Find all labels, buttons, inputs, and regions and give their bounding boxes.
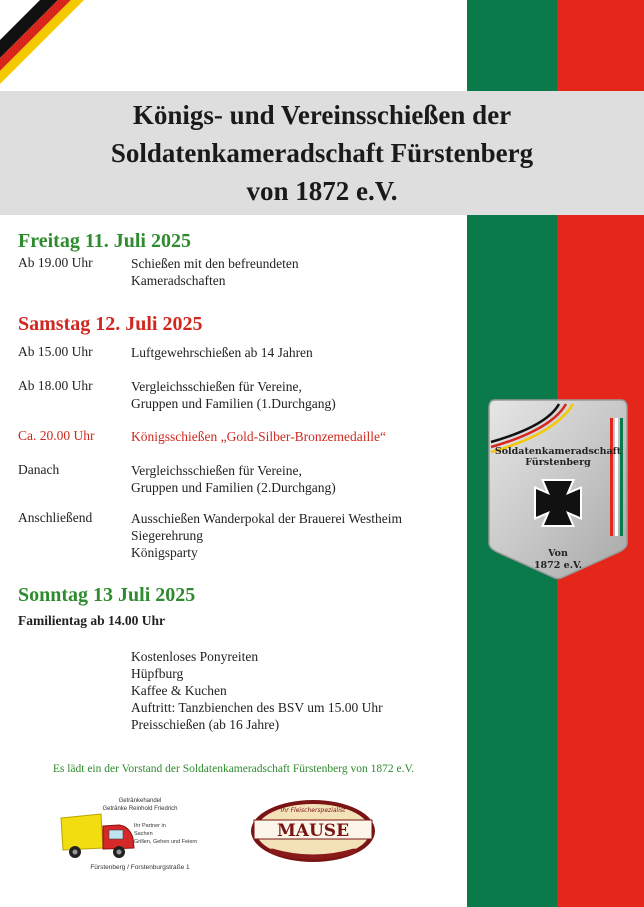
saturday-text-1: Luftgewehrschießen ab 14 Jahren <box>131 345 313 360</box>
friday-heading: Freitag 11. Juli 2025 <box>18 230 191 252</box>
sunday-subheading: Familientag ab 14.00 Uhr <box>18 613 165 628</box>
saturday-time-1: Ab 15.00 Uhr <box>18 344 93 359</box>
delivery-truck-icon <box>57 812 137 862</box>
sponsor1-slogan-3: Grillen, Gehen und Feiern <box>134 839 198 845</box>
saturday-text-5a: Ausschießen Wanderpokal der Brauerei Westheim <box>131 511 402 526</box>
title-line-3: von 1872 e.V. <box>246 176 398 206</box>
saturday-time-2: Ab 18.00 Uhr <box>18 378 93 393</box>
sunday-item-5: Preisschießen (ab 16 Jahre) <box>131 717 280 732</box>
sunday-item-3: Kaffee & Kuchen <box>131 683 227 698</box>
saturday-text-4a: Vergleichsschießen für Vereine, <box>131 463 302 478</box>
mause-tagline: Ihr Fleischerspezialist <box>280 807 346 814</box>
sponsor1-slogan-1: Ihr Partner in <box>134 823 166 829</box>
association-badge <box>487 398 629 580</box>
mause-logo <box>248 797 378 867</box>
friday-text-1: Schießen mit den befreundeten <box>131 256 299 271</box>
saturday-text-3: Königsschießen „Gold-Silber-Bronzemedaille“ <box>131 429 387 444</box>
saturday-text-2a: Vergleichsschießen für Vereine, <box>131 379 302 394</box>
friday-time: Ab 19.00 Uhr <box>18 255 93 270</box>
sponsor1-slogan-2: Sachen <box>134 831 153 837</box>
friday-text-2: Kameradschaften <box>131 273 226 288</box>
saturday-time-3: Ca. 20.00 Uhr <box>18 428 95 443</box>
saturday-heading: Samstag 12. Juli 2025 <box>18 313 203 335</box>
mause-name: MAUSE <box>276 821 350 841</box>
sponsor1-address: Fürstenberg / Forstenburgstraße 1 <box>90 864 190 871</box>
german-flag-corner <box>0 0 90 90</box>
badge-line-3: Von <box>548 548 568 559</box>
saturday-text-2b: Gruppen und Familien (1.Durchgang) <box>131 396 336 411</box>
badge-line-1: Soldatenkameradschaft <box>494 446 622 457</box>
invitation-text: Es lädt ein der Vorstand der Soldatenkameradschaft Fürstenberg von 1872 e.V. <box>52 763 415 775</box>
sunday-heading: Sonntag 13 Juli 2025 <box>18 584 196 606</box>
title-line-2: Soldatenkameradschaft Fürstenberg <box>110 138 534 168</box>
saturday-text-5b: Siegerehrung <box>131 528 203 543</box>
sponsor1-line1: Getränkehandel <box>118 798 162 804</box>
saturday-text-5c: Königsparty <box>131 545 198 560</box>
sunday-item-4: Auftritt: Tanzbienchen des BSV um 15.00 Uhr <box>131 700 383 715</box>
title-line-1: Königs- und Vereinsschießen der <box>132 100 512 130</box>
saturday-text-4b: Gruppen und Familien (2.Durchgang) <box>131 480 336 495</box>
sunday-item-2: Hüpfburg <box>131 666 184 681</box>
badge-line-4: 1872 e.V. <box>533 560 583 571</box>
sponsor1-line2: Getränke Reinhold Friedrich <box>102 806 178 812</box>
badge-line-2: Fürstenberg <box>525 457 591 468</box>
sunday-item-1: Kostenloses Ponyreiten <box>131 649 259 664</box>
saturday-time-4: Danach <box>18 462 60 477</box>
saturday-time-5: Anschließend <box>18 510 93 525</box>
